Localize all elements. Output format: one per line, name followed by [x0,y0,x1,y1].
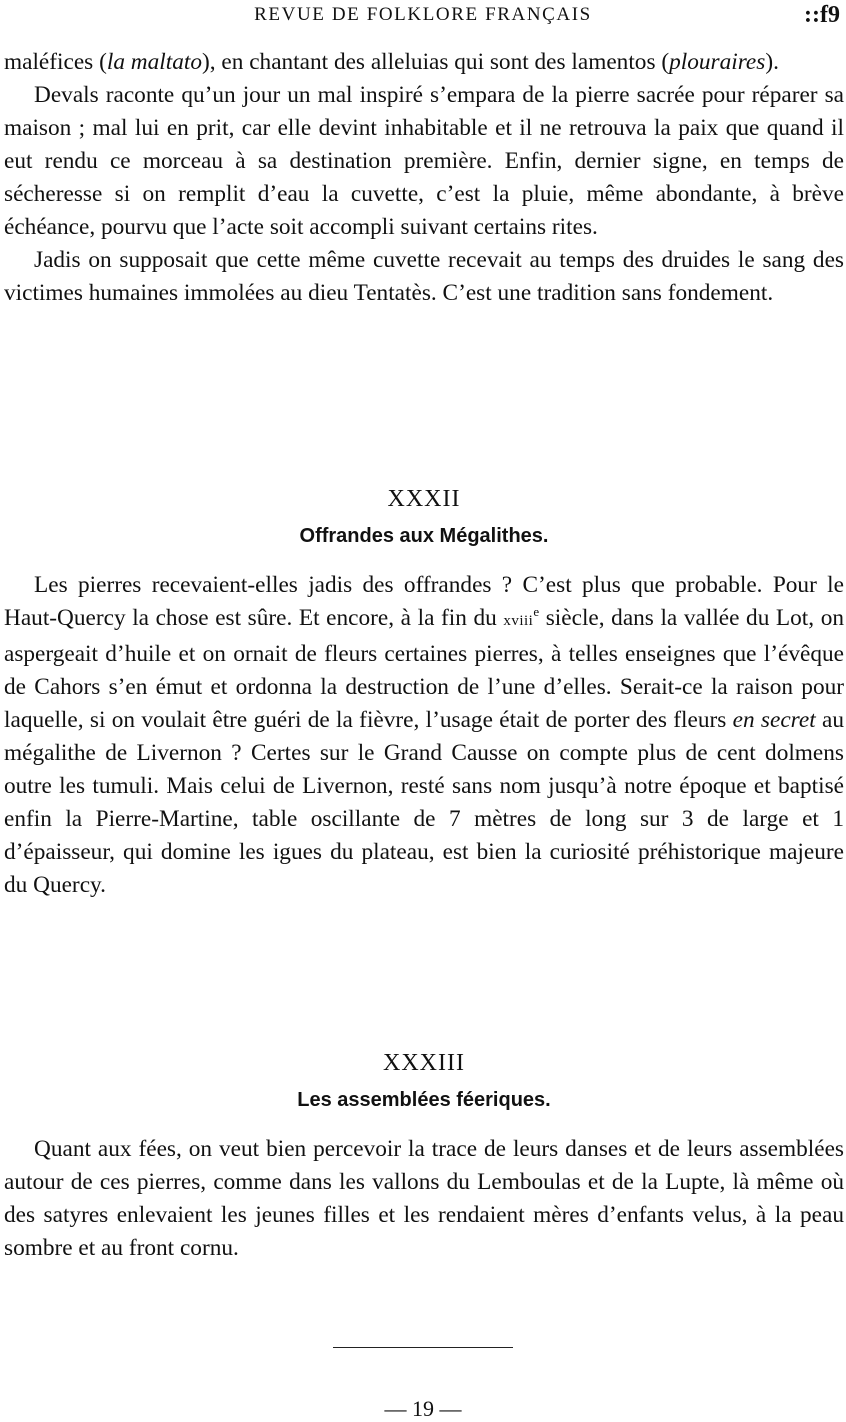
page-folio: — 19 — [384,1396,462,1421]
section-number: XXXII [387,486,461,512]
paragraph-fees: Quant aux fées, on veut bien percevoir la trace de leurs danses et de leurs assemblées autour de ces pierres, comme dans les vallons du Lemboulas et de la Lupte, là même où des satyres enlevaient les jeunes filles et les rendaient mères d’enfants velus, à la peau sombre et au front cornu. [4,1136,844,1261]
section-xxxiii [4,1046,844,1265]
paragraph-continued: maléfices (la maltato), en chantant des alleluias qui sont des lamentos (plouraires). [4,49,779,75]
running-title: REVUE DE FOLKLORE FRANÇAIS [254,4,592,25]
text-block-1 [4,46,844,310]
paragraph-jadis: Jadis on supposait que cette même cuvette recevait au temps des druides le sang des victimes humaines immolées au dieu Tentatès. C’est une tradition sans fondement. [4,247,844,306]
section-title: Offrandes aux Mégalithes. [299,525,549,547]
section-number: XXXIII [383,1050,465,1076]
page-number: ::f9 [804,2,840,28]
paragraph-devals: Devals raconte qu’un jour un mal inspiré s’empara de la pierre sacrée pour réparer sa maison ; mal lui en prit, car elle devint inhabitable et il ne retrouva la paix que quand il eut rendu ce morceau à sa destination première. Enfin, dernier signe, en temps de sécheresse si on remplit d’eau la cuvette, c’est la pluie, même abondante, à brève échéance, pourvu que l’acte soit accompli suivant certains rites. [4,82,844,240]
section-xxxii [4,482,844,902]
footer-rule [333,1347,513,1348]
running-header [0,4,846,30]
paragraph-offrandes: Les pierres recevaient-elles jadis des offrandes ? C’est plus que probable. Pour le Haut-Quercy la chose est sûre. Et encore, à la fin du xviii$^e$ siècle, dans la vallée du Lot, on aspergeait d’huile et on ornait de fleurs certaines pierres, à telles enseignes que l’évêque de Cahors s’en émut et ordonna la destruction de l’une d’elles. Serait-ce la raison pour laquelle, si on voulait être guéri de la fièvre, l’usage était de porter des fleurs en secret au mégalithe de Livernon ? Certes sur le Grand Causse on compte plus de cent dolmens outre les tumuli. Mais celui de Livernon, resté sans nom jusqu’à notre époque et baptisé enfin la Pierre-Martine, table oscillante de 7 mètres de long sur 3 de large et 1 d’épaisseur, qui domine les igues du plateau, est bien la curiosité préhistorique majeure du Quercy. [4,572,844,898]
section-title: Les assemblées féeriques. [297,1089,551,1111]
